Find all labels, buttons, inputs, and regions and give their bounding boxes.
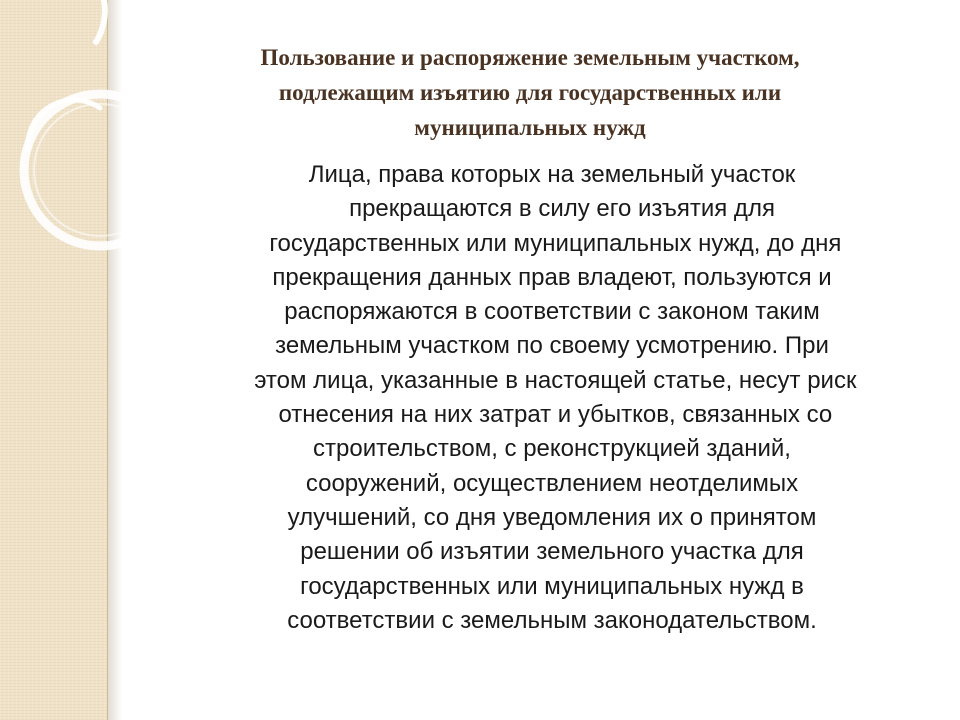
slide-title: Пользование и распоряжение земельным участком, подлежащим изъятию для государственных или муниципальных нужд	[260, 45, 800, 140]
ring-arc-top	[96, 0, 105, 42]
ring-large-inner	[34, 104, 166, 236]
slide-body-text: Лица, права которых на земельный участок прекращаются в силу его изъятия для государственных или муниципальных нужд, до дня прекращения данных прав владеют, пользуются и распоряжаются в соответствии с законом таким земельным участком по своему усмотрению. При этом лица, указанные в настоящей статье, несут риск отнесения на них затрат и убытков, связанных со строительством, с реконструкцией зданий, сооружений, осуществлением неотделимых улучшений, со дня уведомления их о принятом решении об изъятии земельного участка для государственных или муниципальных нужд в соответствии с земельным законодательством.	[254, 161, 857, 634]
